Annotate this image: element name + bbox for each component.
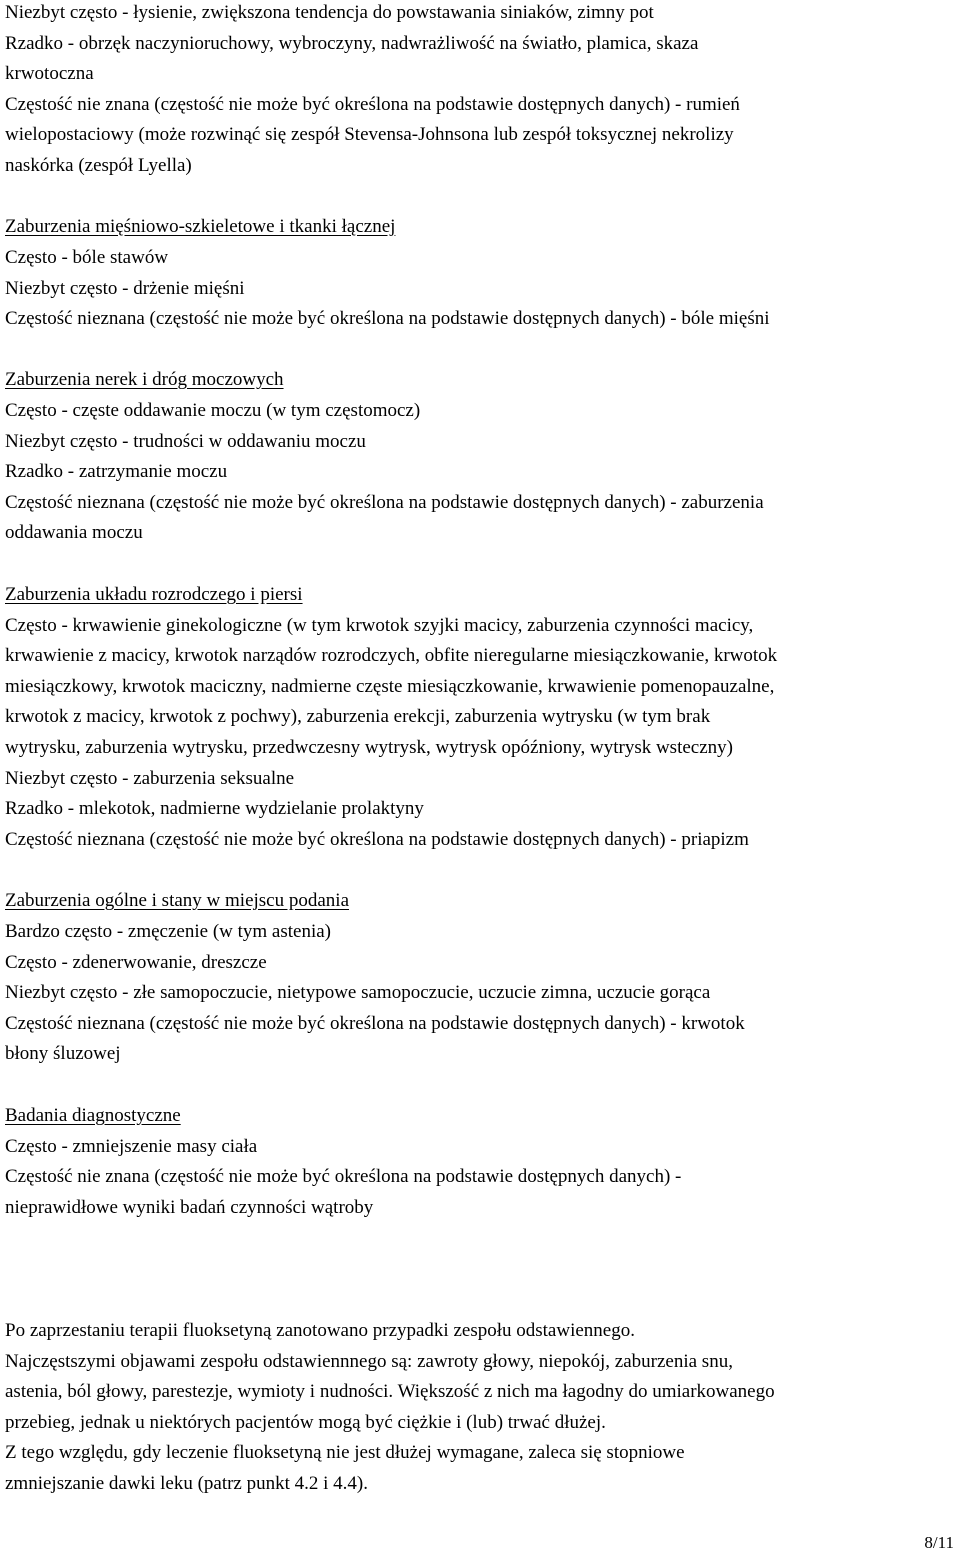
text-line: przebieg, jednak u niektórych pacjentów mogą być ciężkie i (lub) trwać dłużej. [5, 1412, 606, 1433]
section-heading: Zaburzenia układu rozrodczego i piersi [5, 584, 303, 605]
text-line: Najczęstszymi objawami zespołu odstawiennnego są: zawroty głowy, niepokój, zaburzenia snu, [5, 1351, 733, 1372]
text-line: Często - częste oddawanie moczu (w tym częstomocz) [5, 400, 421, 421]
text-line: Częstość nieznana (częstość nie może być określona na podstawie dostępnych danych) - krwotok [5, 1013, 745, 1034]
text-line: Niezbyt często - trudności w oddawaniu moczu [5, 431, 366, 452]
text-line: astenia, ból głowy, parestezje, wymioty i nudności. Większość z nich ma łagodny do umiarkowanego [5, 1381, 775, 1402]
text-line: Częstość nie znana (częstość nie może być określona na podstawie dostępnych danych) - [5, 1166, 682, 1187]
text-line: błony śluzowej [5, 1043, 121, 1064]
text-line: Po zaprzestaniu terapii fluoksetyną zanotowano przypadki zespołu odstawiennego. [5, 1320, 635, 1341]
text-line: wielopostaciowy (może rozwinąć się zespół Stevensa-Johnsona lub zespół toksycznej nekrolizy [5, 124, 734, 145]
page-number: 8/11 [924, 1533, 954, 1552]
text-line: Rzadko - zatrzymanie moczu [5, 461, 228, 482]
text-line: wytrysku, zaburzenia wytrysku, przedwczesny wytrysk, wytrysk opóźniony, wytrysk wsteczny) [5, 737, 733, 758]
text-line: Częstość nieznana (częstość nie może być określona na podstawie dostępnych danych) - zaburzenia [5, 492, 764, 513]
text-line: Niezbyt często - złe samopoczucie, nietypowe samopoczucie, uczucie zimna, uczucie gorąca [5, 982, 711, 1003]
text-line: miesiączkowy, krwotok maciczny, nadmierne częste miesiączkowanie, krwawienie pomenopauzalne, [5, 676, 775, 697]
text-line: Częstość nieznana (częstość nie może być określona na podstawie dostępnych danych) - priapizm [5, 829, 749, 850]
text-line: krwawienie z macicy, krwotok narządów rozrodczych, obfite nieregularne miesiączkowanie, krwotok [5, 645, 778, 666]
text-line: Częstość nie znana (częstość nie może być określona na podstawie dostępnych danych) - rumień [5, 94, 740, 115]
text-line: Często - bóle stawów [5, 247, 169, 268]
text-line: Niezbyt często - łysienie, zwiększona tendencja do powstawania siniaków, zimny pot [5, 2, 654, 23]
text-line: Często - zdenerwowanie, dreszcze [5, 952, 267, 973]
section-heading: Badania diagnostyczne [5, 1105, 181, 1126]
text-line: oddawania moczu [5, 522, 143, 543]
text-line: Niezbyt często - drżenie mięśni [5, 278, 245, 299]
text-line: naskórka (zespół Lyella) [5, 155, 192, 176]
text-line: Częstość nieznana (częstość nie może być określona na podstawie dostępnych danych) - bóle mięśni [5, 308, 770, 329]
text-line: nieprawidłowe wyniki badań czynności wątroby [5, 1197, 374, 1218]
section-heading: Zaburzenia ogólne i stany w miejscu podania [5, 890, 350, 911]
section-heading: Zaburzenia mięśniowo-szkieletowe i tkanki łącznej [5, 216, 396, 237]
text-line: Często - zmniejszenie masy ciała [5, 1136, 258, 1157]
text-line: Bardzo często - zmęczenie (w tym astenia) [5, 921, 332, 942]
text-line: krwotok z macicy, krwotok z pochwy), zaburzenia erekcji, zaburzenia wytrysku (w tym brak [5, 706, 711, 727]
text-line: Z tego względu, gdy leczenie fluoksetyną nie jest dłużej wymagane, zaleca się stopniowe [5, 1442, 685, 1463]
text-line: Rzadko - mlekotok, nadmierne wydzielanie prolaktyny [5, 798, 424, 819]
text-line: Często - krwawienie ginekologiczne (w tym krwotok szyjki macicy, zaburzenia czynności macicy, [5, 615, 754, 636]
text-line: Rzadko - obrzęk naczynioruchowy, wybroczyny, nadwrażliwość na światło, plamica, skaza [5, 33, 699, 54]
section-heading: Zaburzenia nerek i dróg moczowych [5, 369, 284, 390]
text-line: zmniejszanie dawki leku (patrz punkt 4.2 i 4.4). [5, 1473, 369, 1494]
text-line: Niezbyt często - zaburzenia seksualne [5, 768, 295, 789]
text-line: krwotoczna [5, 63, 94, 84]
